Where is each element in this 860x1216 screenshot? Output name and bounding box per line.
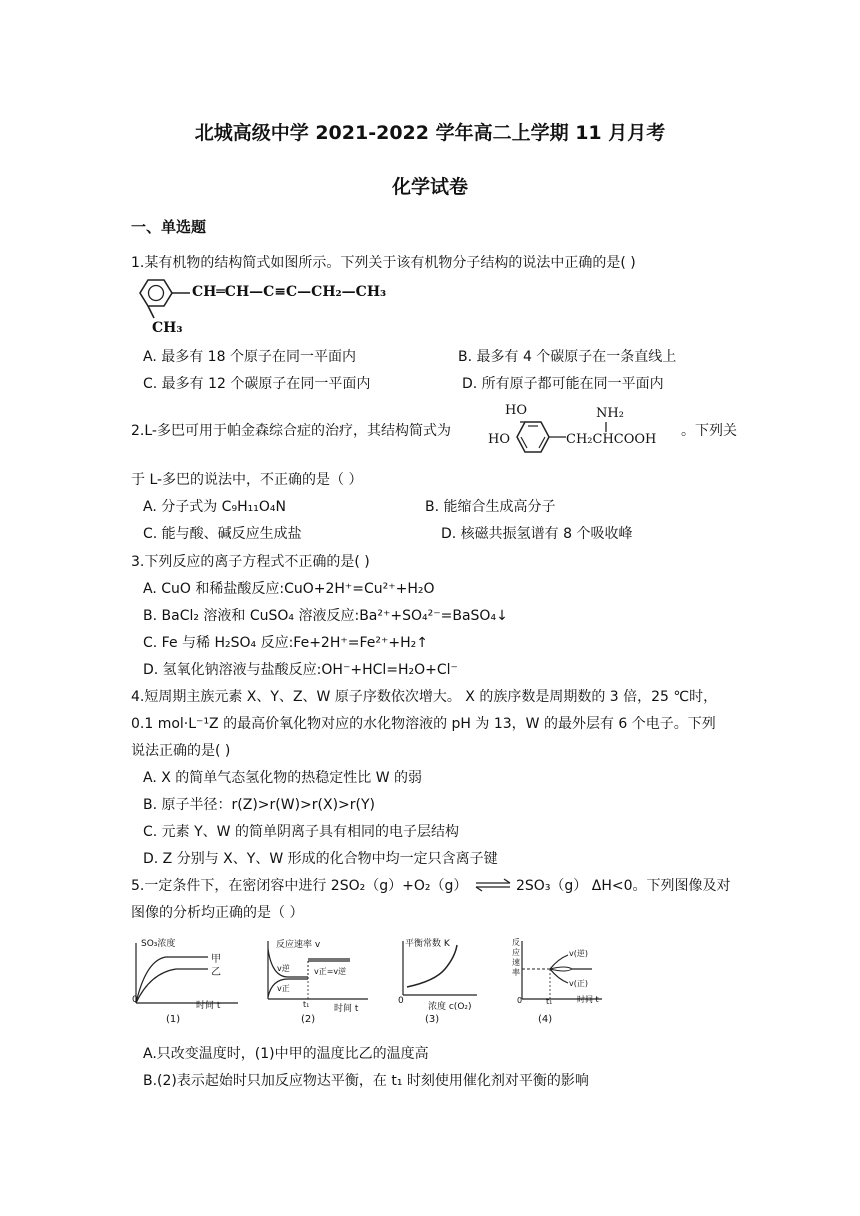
q2-nh2: NH₂ [596, 406, 624, 421]
q2-option-b[interactable]: B. 能缩合生成高分子 [425, 499, 556, 515]
graph-1-xlabel: 时间 t [196, 1001, 221, 1011]
q1-option-a[interactable]: A. 最多有 18 个原子在同一平面内 [143, 349, 356, 365]
graph-2-ylabel: 反应速率 v [276, 940, 321, 950]
equilibrium-arrow-icon [474, 878, 514, 892]
q1-methyl: CH₃ [152, 320, 183, 336]
q4-option-c[interactable]: C. 元素 Y、W 的简单阴离子具有相同的电子层结构 [143, 824, 459, 840]
graph-2-v-equal: v正=v逆 [314, 967, 347, 976]
graph-1-origin: 0 [132, 995, 138, 1005]
q2-option-a[interactable]: A. 分子式为 C₉H₁₁O₄N [143, 499, 286, 515]
graph-1-series-jia: 甲 [211, 954, 221, 965]
graph-4-t1: t₁ [546, 997, 553, 1006]
q2-stem-b: 。下列关 [681, 423, 737, 439]
graph-1-plot [128, 935, 258, 1035]
q3-option-a[interactable]: A. CuO 和稀盐酸反应:CuO+2H⁺=Cu²⁺+H₂O [143, 581, 435, 597]
q2-stem-c: 于 L-多巴的说法中，不正确的是（ ） [131, 472, 363, 488]
q4-option-a[interactable]: A. X 的简单气态氢化物的热稳定性比 W 的弱 [143, 770, 423, 786]
graph-3-caption: (3) [425, 1014, 440, 1025]
q3-option-c[interactable]: C. Fe 与稀 H₂SO₄ 反应:Fe+2H⁺=Fe²⁺+H₂↑ [143, 635, 428, 651]
q5-line1-b: 2SO₃（g） ΔH<0。下列图像及对 [516, 878, 731, 894]
exam-subtitle: 化学试卷 [391, 176, 468, 198]
graph-1-caption: (1) [166, 1014, 181, 1025]
graph-2-v-forward: v正 [277, 984, 290, 993]
q1-option-c[interactable]: C. 最多有 12 个碳原子在同一平面内 [143, 376, 371, 392]
q2-ho-top: HO [505, 403, 527, 418]
graph-4-ylabel: 反应速率 [512, 938, 520, 977]
graph-3-plot [395, 935, 515, 1035]
q1-option-b[interactable]: B. 最多有 4 个碳原子在一条直线上 [458, 349, 677, 365]
q2-option-c[interactable]: C. 能与酸、碱反应生成盐 [143, 526, 302, 542]
q2-option-d[interactable]: D. 核磁共振氢谱有 8 个吸收峰 [441, 526, 633, 542]
q5-line1-a: 5.一定条件下，在密闭容中进行 2SO₂（g）+O₂（g） [131, 878, 468, 894]
graph-4-v-reverse: v(逆) [569, 949, 588, 958]
q1-stem: 1.某有机物的结构简式如图所示。下列关于该有机物分子结构的说法中正确的是( ) [131, 255, 636, 271]
q4-line2: 0.1 mol·L⁻¹Z 的最高价氧化物对应的水化物溶液的 pH 为 13，W 的最外层有 6 个电子。下列 [131, 716, 716, 732]
q3-option-b[interactable]: B. BaCl₂ 溶液和 CuSO₄ 溶液反应:Ba²⁺+SO₄²⁻=BaSO₄↓ [143, 608, 508, 624]
q1-chain: CH═CH—C≡C—CH₂—CH₃ [192, 284, 387, 300]
q3-option-d[interactable]: D. 氢氧化钠溶液与盐酸反应:OH⁻+HCl=H₂O+Cl⁻ [143, 662, 458, 678]
q2-stem-a: 2.L-多巴可用于帕金森综合症的治疗，其结构简式为 [131, 423, 451, 439]
q4-option-b[interactable]: B. 原子半径：r(Z)>r(W)>r(X)>r(Y) [143, 797, 375, 813]
graph-3-origin: 0 [398, 996, 404, 1006]
exam-title: 北城高级中学 2021-2022 学年高二上学期 11 月月考 [194, 122, 666, 144]
graph-4-origin: 0 [517, 996, 523, 1005]
q2-chain: CH₂CHCOOH [566, 432, 657, 447]
q2-benzene-ring [500, 410, 600, 470]
section-heading: 一、单选题 [131, 218, 207, 236]
q4-option-d[interactable]: D. Z 分别与 X、Y、W 形成的化合物中均一定只含离子键 [143, 851, 498, 867]
q5-option-b[interactable]: B.(2)表示起始时只加反应物达平衡，在 t₁ 时刻使用催化剂对平衡的影响 [143, 1073, 589, 1089]
graph-1-series-yi: 乙 [211, 967, 221, 978]
q5-line2: 图像的分析均正确的是（ ） [131, 905, 304, 921]
q3-stem: 3.下列反应的离子方程式不正确的是( ) [131, 554, 370, 570]
graph-2-t1: t₁ [303, 1000, 310, 1009]
graph-4-caption: (4) [538, 1014, 553, 1025]
q4-line1: 4.短周期主族元素 X、Y、Z、W 原子序数依次增大。 X 的族序数是周期数的 3 倍，25 ℃时， [131, 689, 718, 705]
graph-4-xlabel: 时间 t [577, 995, 599, 1004]
graph-4-plot [510, 935, 620, 1035]
graph-2-xlabel: 时间 t [334, 1004, 359, 1014]
q2-ho-left: HO [488, 432, 510, 447]
q4-line3: 说法正确的是( ) [131, 743, 231, 759]
q1-option-d[interactable]: D. 所有原子都可能在同一平面内 [462, 376, 664, 392]
q5-option-a[interactable]: A.只改变温度时，(1)中甲的温度比乙的温度高 [143, 1046, 429, 1062]
graph-4-v-forward: v(正) [569, 979, 588, 988]
graph-1-ylabel: SO₃浓度 [141, 939, 176, 949]
graph-2-caption: (2) [301, 1014, 316, 1025]
graph-3-xlabel: 浓度 c(O₂) [428, 1002, 472, 1012]
graph-3-ylabel: 平衡常数 K [405, 939, 450, 949]
graph-2-v-reverse: v逆 [277, 964, 290, 973]
